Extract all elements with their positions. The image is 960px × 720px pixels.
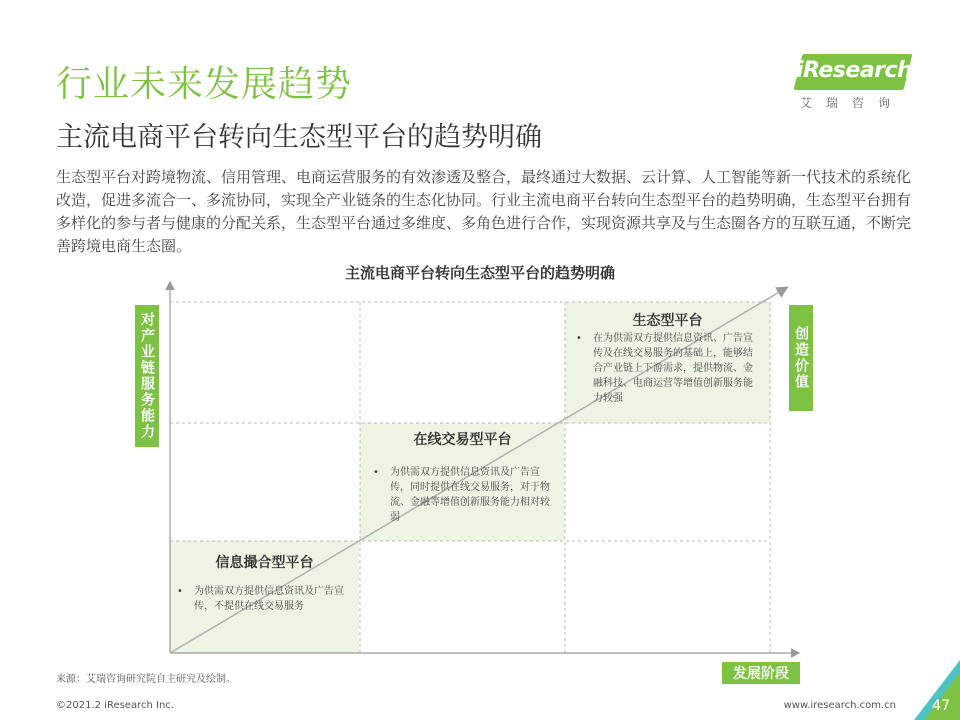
stage-name-trade: 在线交易型平台 <box>413 432 512 448</box>
y-axis-label: 对产业链服务能力 <box>135 305 159 447</box>
stage-name-info: 信息撮合型平台 <box>215 555 314 571</box>
bullet-icon: • <box>177 586 183 597</box>
bullet-icon: • <box>576 333 582 344</box>
x-axis-label: 发展阶段 <box>722 662 800 684</box>
stage-desc-eco <box>576 331 758 406</box>
source-note: 来源：艾瑞咨询研究院自主研究及绘制。 <box>56 674 236 685</box>
stage-name-eco: 生态型平台 <box>632 313 703 329</box>
page-title: 行业未来发展趋势 <box>56 64 353 105</box>
copyright: ©2021.2 iResearch Inc. <box>56 700 174 711</box>
page-number: 47 <box>932 698 950 714</box>
value-axis-label: 创造价值 <box>789 305 813 411</box>
stage-desc-trade-text: 为供需双方提供信息资讯及广告宣传，同时提供在线交易服务，对于物流、金融等增值创新服务能力相对较弱 <box>390 467 550 523</box>
stage-desc-info <box>177 584 344 614</box>
stage-desc-trade <box>373 465 550 525</box>
website-link[interactable]: www.iresearch.com.cn <box>783 700 896 711</box>
chart-title: 主流电商平台转向生态型平台的趋势明确 <box>344 264 615 282</box>
logo-subtext: 艾瑞咨询 <box>800 96 905 110</box>
page-subtitle: 主流电商平台转向生态型平台的趋势明确 <box>56 122 542 153</box>
logo-wordmark: iResearch <box>796 58 913 83</box>
bullet-icon: • <box>373 467 379 478</box>
stage-desc-info-text: 为供需双方提供信息资讯及广告宣传，不提供在线交易服务 <box>194 586 344 612</box>
description-paragraph: 生态型平台对跨境物流、信用管理、电商运营服务的有效渗透及整合，最终通过大数据、云计算、人工智能等新一代技术的系统化改造，促进多流合一、多流协同，实现全产业链条的生态化协同。行业主流电商平台转向生态型平台的趋势明确，生态型平台拥有多样化的参与者与健康的分配关系，生态型平台通过多维度、多角色进行合作，实现资源共享及与生态圈各方的互联互通，不断完善跨境电商生态圈。 <box>56 168 912 255</box>
stage-desc-eco-text: 在为供需双方提供信息资讯、广告宣传及在线交易服务的基础上，能够结合产业链上下游需求，提供物流、金融科技、电商运营等增值创新服务能力较强 <box>593 333 753 404</box>
